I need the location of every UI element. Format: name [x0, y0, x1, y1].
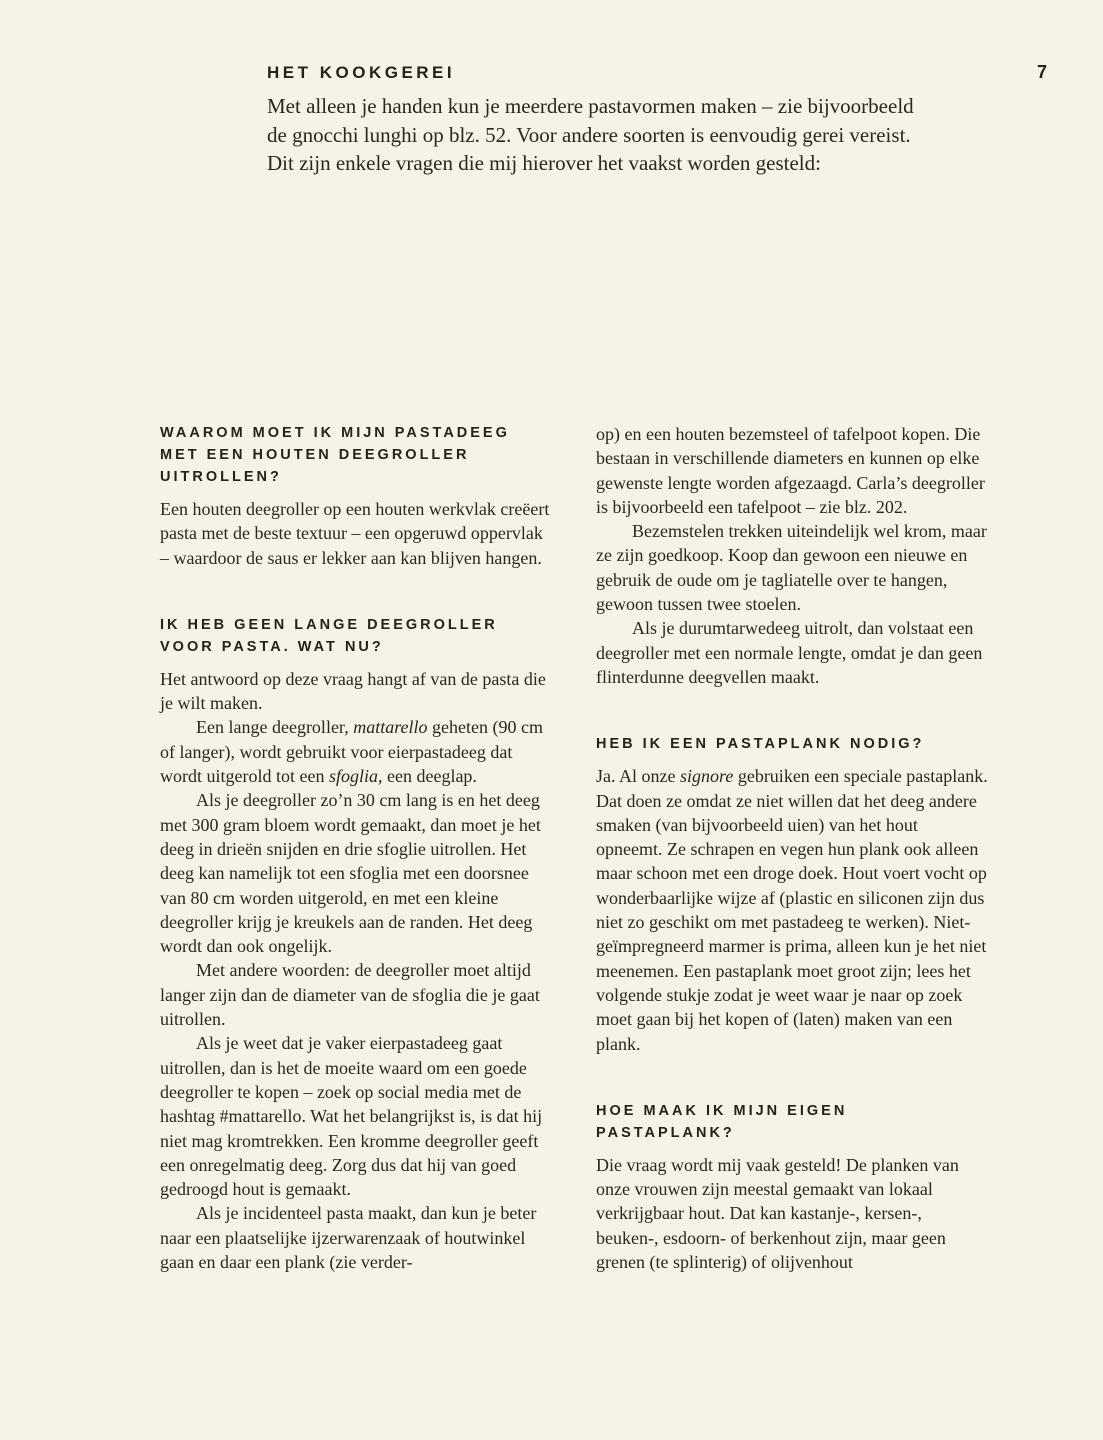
italic-term: signore: [679, 766, 734, 787]
section-heading: IK HEB GEEN LANGE DEEGROLLER VOOR PASTA. WAT NU?: [160, 616, 498, 655]
body-paragraph: Een lange deegroller, mattarello geheten (90 cm of langer), wordt gebruikt voor eierpastadeeg dat wordt uitgerold tot een sfoglia, een deeglap.: [160, 717, 543, 787]
text-columns: [160, 422, 988, 1274]
page-header: [267, 60, 1047, 85]
body-paragraph: Als je deegroller zo’n 30 cm lang is en het deeg met 300 gram bloem wordt gemaakt, dan moet je het deeg in drieën snijden en drie sfoglie uitrollen. Het deeg kan namelijk tot een sfoglia met een doorsnee van 80 cm worden uitgerold, en met een kleine deegroller krijg je kreukels aan de randen. Het deeg wordt dan ook ongelijk.: [160, 790, 541, 957]
section-heading: HEB IK EEN PASTAPLANK NODIG?: [596, 736, 925, 753]
body-paragraph: op) en een houten bezemsteel of tafelpoot kopen. Die bestaan in verschillende diameters en kunnen op elke gewenste lengte worden afgezaagd. Carla’s deegroller is bijvoorbeeld een tafelpoot – zie blz. 202.: [596, 424, 985, 517]
body-paragraph: Het antwoord op deze vraag hangt af van de pasta die je wilt maken.: [160, 668, 546, 714]
body-paragraph: Die vraag wordt mij vaak gesteld! De planken van onze vrouwen zijn meestal gemaakt van lokaal verkrijgbaar hout. Dat kan kastanje-, kersen-, beuken-, esdoorn- of berkenhout zijn, maar geen grenen (te splinterig) of olijvenhout: [596, 1154, 959, 1273]
section-heading: HOE MAAK IK MIJN EIGEN PASTAPLANK?: [596, 1102, 848, 1141]
running-head: HET KOOKGEREI: [267, 63, 456, 82]
body-paragraph: Als je durumtarwedeeg uitrolt, dan volstaat een deegroller met een normale lengte, omdat je dan geen flinterdunne deegvellen maakt.: [596, 618, 983, 687]
body-paragraph: Ja. Al onze signore gebruiken een speciale pastaplank. Dat doen ze omdat ze niet willen dat het deeg andere smaken (van bijvoorbeeld uien) van het hout opneemt. Ze schrapen en vegen hun plank ook alleen maar schoon met een droge doek. Hout voert vocht op wonderbaarlijke wijze af (plastic en siliconen zijn dus niet zo geschikt om met pastadeeg te werken). Niet-geïmpregneerd marmer is prima, alleen kun je het niet meenemen. Een pastaplank moet groot zijn; lees het volgende stukje zodat je weet waar je naar op zoek moet gaan bij het kopen of (laten) maken van een plank.: [596, 766, 988, 1054]
italic-term: mattarello: [353, 717, 428, 738]
body-paragraph: Met andere woorden: de deegroller moet altijd langer zijn dan de diameter van de sfoglia die je gaat uitrollen.: [160, 960, 540, 1030]
body-paragraph: Als je weet dat je vaker eierpastadeeg gaat uitrollen, dan is het de moeite waard om een goede deegroller te kopen – zoek op social media met de hashtag #mattarello. Wat het belangrijkst is, is dat hij niet mag kromtrekken. Een kromme deegroller geeft een onregelmatig deeg. Zorg dus dat hij van goed gedroogd hout is gemaakt.: [160, 1033, 543, 1200]
page-number: 7: [1036, 62, 1047, 82]
body-paragraph: Bezemstelen trekken uiteindelijk wel krom, maar ze zijn goedkoop. Koop dan gewoon een nieuwe en gebruik de oude om je tagliatelle over te hangen, gewoon tussen twee stoelen.: [596, 521, 987, 615]
intro-paragraph: Met alleen je handen kun je meerdere pastavormen maken – zie bijvoorbeeld de gnocchi lunghi op blz. 52. Voor andere soorten is eenvoudig gerei vereist. Dit zijn enkele vragen die mij hierover het vaakst worden gesteld:: [267, 94, 914, 175]
body-paragraph: Een houten deegroller op een houten werkvlak creëert pasta met de beste textuur – een opgeruwd oppervlak – waardoor de saus er lekker aan kan blijven hangen.: [160, 499, 550, 568]
left-column: [160, 422, 552, 1274]
italic-term: sfoglia: [328, 766, 378, 787]
right-column: [596, 422, 988, 1274]
body-paragraph: Als je incidenteel pasta maakt, dan kun je beter naar een plaatselijke ijzerwarenzaak of houtwinkel gaan en daar een plank (zie verder-: [160, 1203, 537, 1273]
section-heading: WAAROM MOET IK MIJN PASTADEEG MET EEN HOUTEN DEEGROLLER UITROLLEN?: [160, 425, 510, 485]
